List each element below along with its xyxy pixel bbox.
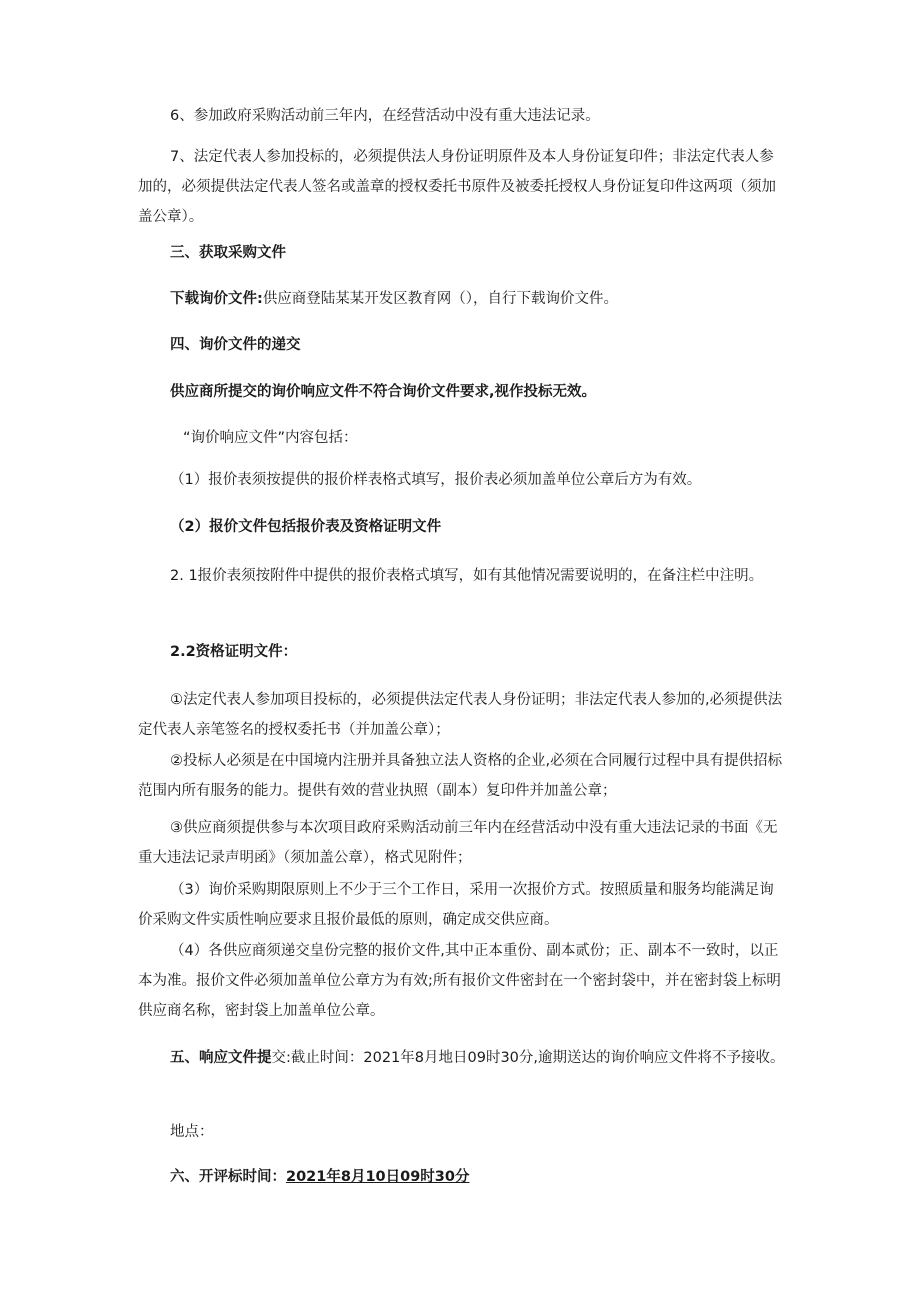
- section-6-time: 2021年8月10日09时30分: [286, 1169, 470, 1185]
- section-6: [138, 1162, 788, 1192]
- content-2-2-title: 2.2资格证明文件：: [170, 644, 298, 660]
- download-line: [138, 284, 788, 314]
- content-4: （4）各供应商须递交皇份完整的报价文件,其中正本重份、副本贰份；正、副本不一致时，以正本为准。报价文件必须加盖单位公章方为有效;所有报价文件密封在一个密封袋中，并在密封袋上标明供应商名称，密封袋上加盖单位公章。: [138, 943, 781, 1019]
- location-label: 地点：: [170, 1124, 214, 1140]
- section-3-title: 三、获取采购文件: [170, 245, 286, 261]
- download-text: 供应商登陆某某开发区教育网（），自行下载询价文件。: [262, 291, 619, 307]
- download-label: 下载询价文件:: [170, 291, 263, 307]
- content-2: （2）报价文件包括报价表及资格证明文件: [170, 519, 442, 535]
- qualification-1: ①法定代表人参加项目投标的，必须提供法定代表人身份证明；非法定代表人参加的,必须提供法定代表人亲笔签名的授权委托书（并加盖公章）；: [138, 692, 783, 738]
- section-4-title: 四、询价文件的递交: [170, 337, 301, 353]
- section-6-title: 六、开评标时间：: [170, 1169, 286, 1185]
- item-7: 7、法定代表人参加投标的，必须提供法人身份证明原件及本人身份证复印件；非法定代表人参加的，必须提供法定代表人签名或盖章的授权委托书原件及被委托授权人身份证复印件这两项（须加盖公章）。: [138, 149, 776, 225]
- content-2-1: 2. 1报价表须按附件中提供的报价表格式填写，如有其他情况需要说明的，在备注栏中注明。: [170, 568, 764, 584]
- section-5: [138, 1043, 788, 1073]
- content-1: （1）报价表须按提供的报价样表格式填写，报价表必须加盖单位公章后方为有效。: [170, 472, 702, 488]
- qualification-3: ③供应商须提供参与本次项目政府采购活动前三年内在经营活动中没有重大违法记录的书面《无重大违法记录声明函》（须加盖公章），格式见附件；: [138, 820, 778, 866]
- item-6: 6、参加政府采购活动前三年内，在经营活动中没有重大违法记录。: [170, 108, 600, 124]
- section-5-title: 五、响应文件提: [170, 1050, 272, 1066]
- content-intro: “询价响应文件”内容包括：: [183, 430, 358, 446]
- qualification-2: ②投标人必须是在中国境内注册并具备独立法人资格的企业,必须在合同履行过程中具有提供招标范围内所有服务的能力。提供有效的营业执照（副本）复印件并加盖公章；: [138, 753, 783, 799]
- invalid-notice: 供应商所提交的询价响应文件不符合询价文件要求,视作投标无效。: [170, 384, 597, 400]
- content-3: （3）询价采购期限原则上不少于三个工作日，采用一次报价方式。按照质量和服务均能满足询价采购文件实质性响应要求且报价最低的原则，确定成交供应商。: [138, 882, 774, 928]
- section-5-text: 交:截止时间：2021年8月地日09时30分,逾期送达的询价响应文件将不予接收。: [271, 1050, 785, 1066]
